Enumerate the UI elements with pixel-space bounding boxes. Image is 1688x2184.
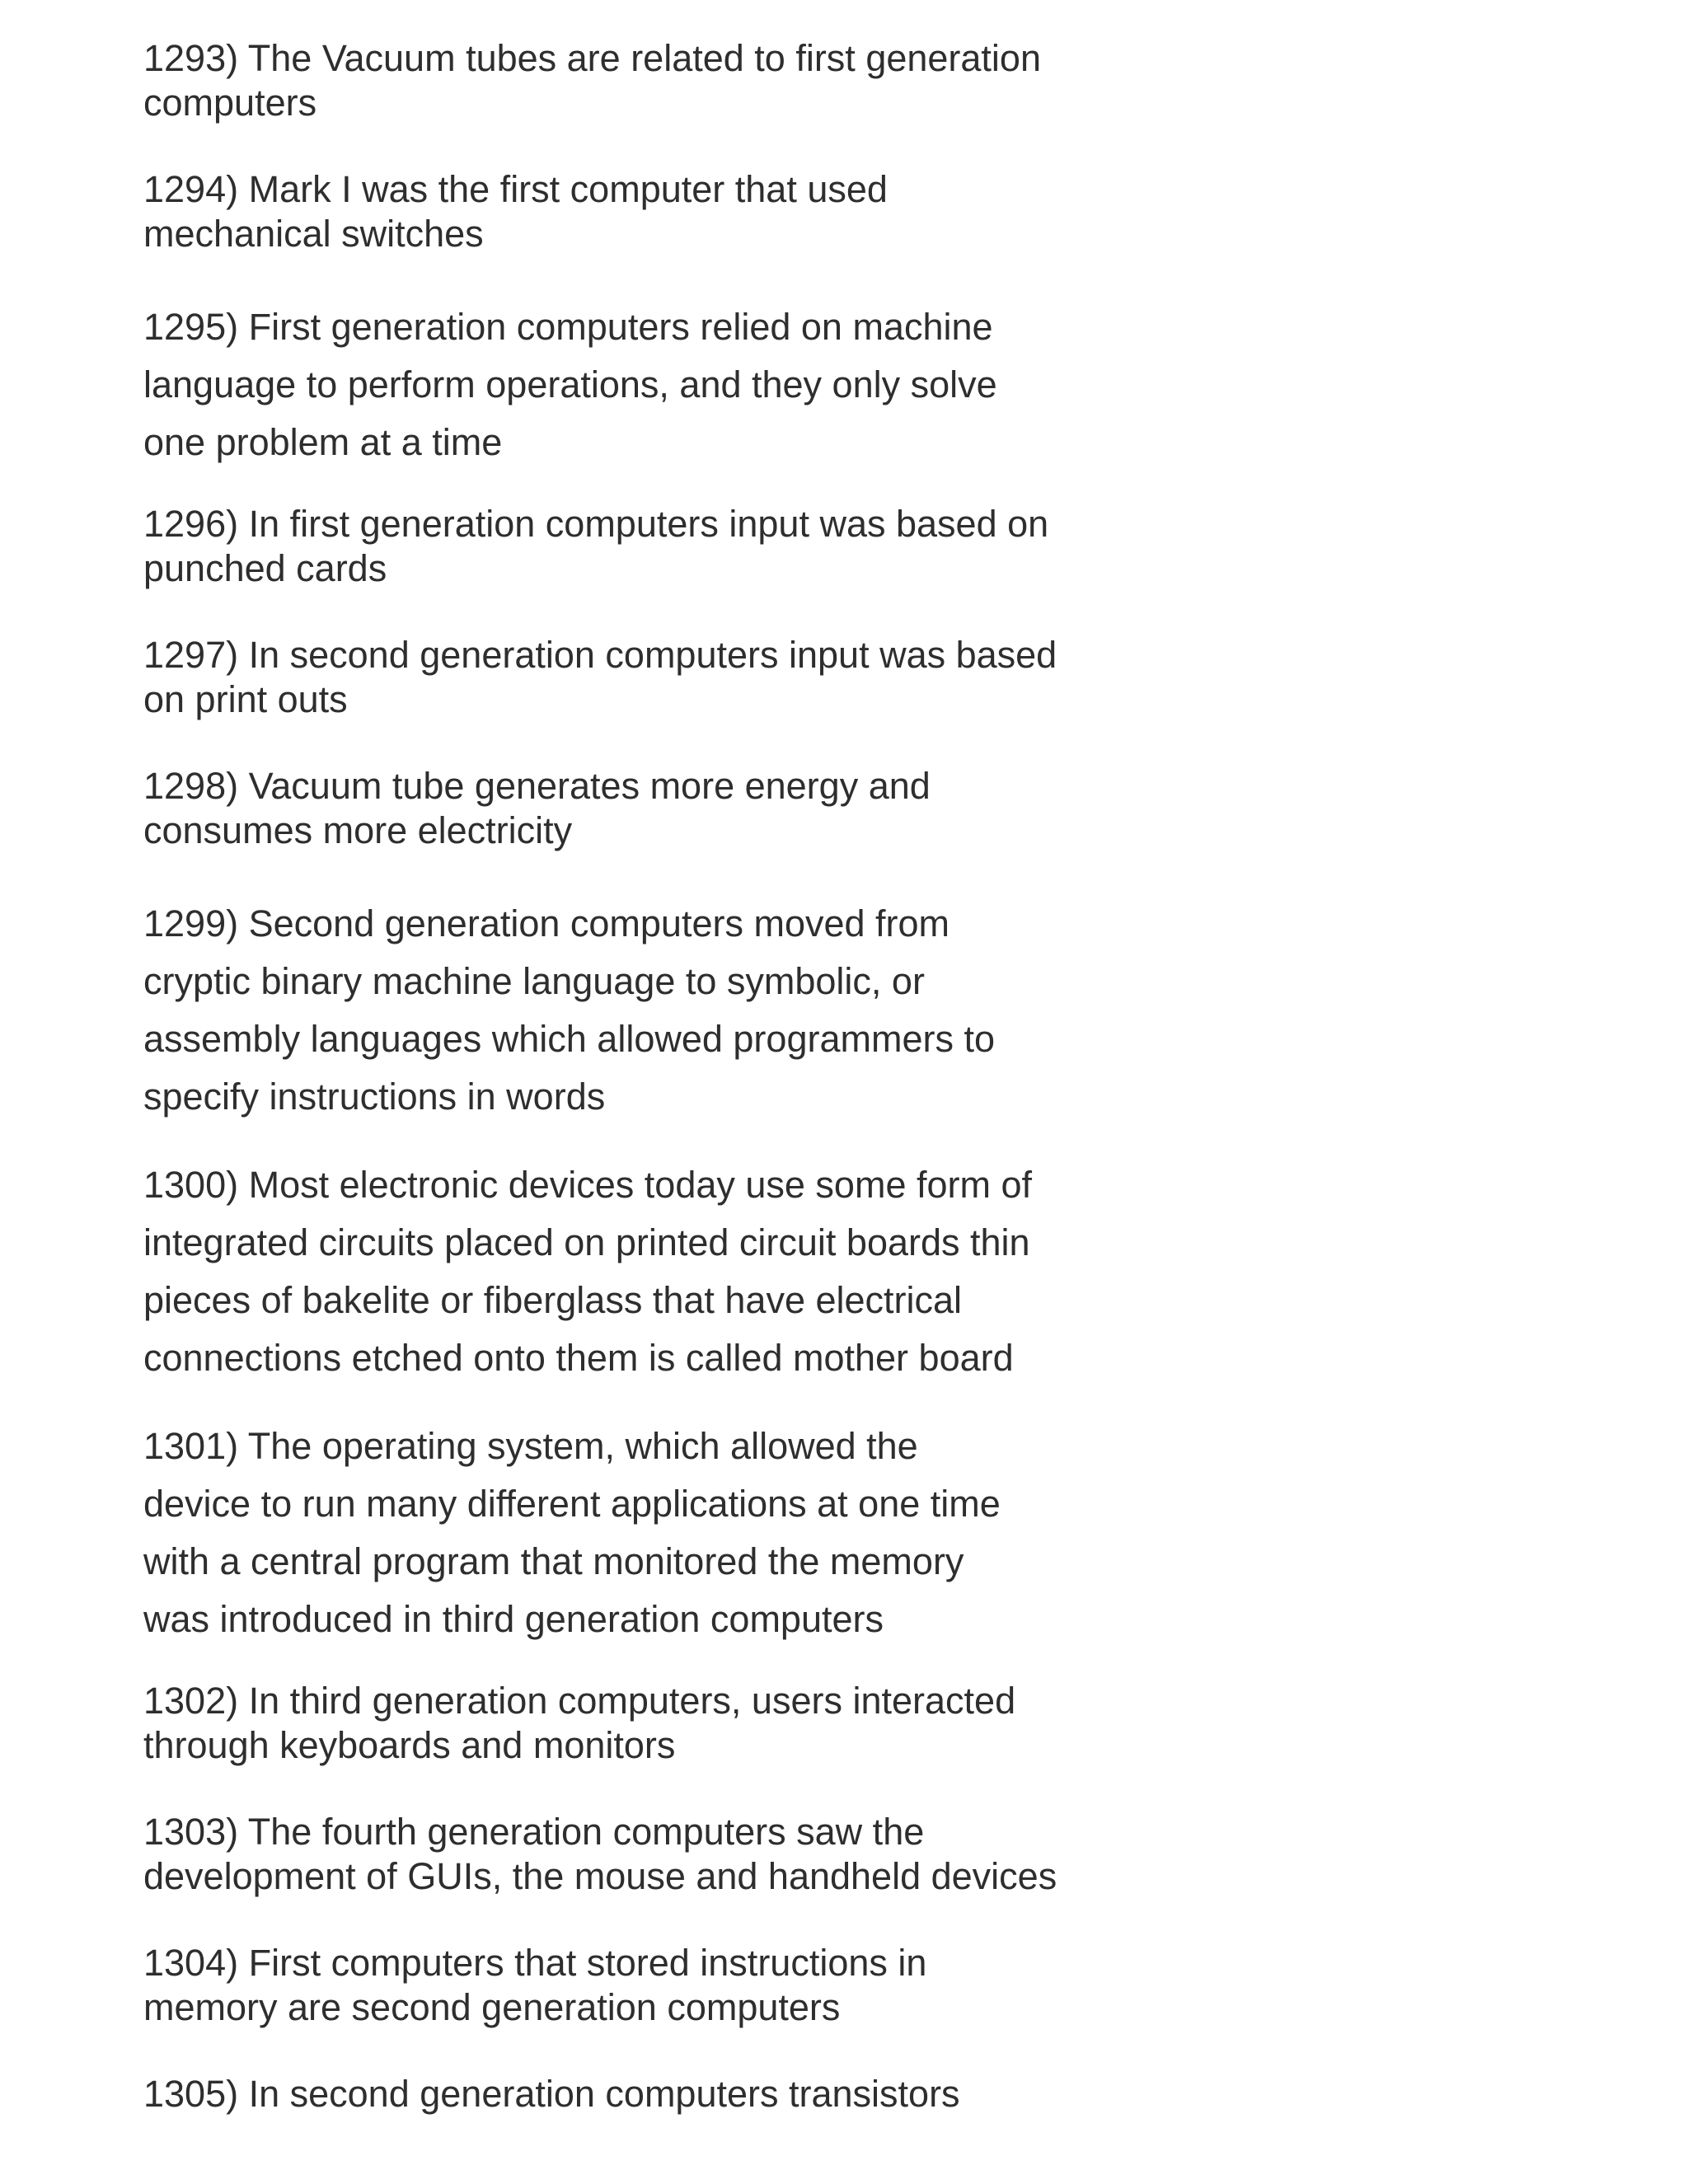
fact-item-1298: 1298) Vacuum tube generates more energy and consumes more electricity xyxy=(143,765,931,851)
fact-item-1301: 1301) The operating system, which allowed the device to run many different applications at one time with a central program that monitored the memory was introduced in third generation computers xyxy=(143,1425,1001,1640)
document-page xyxy=(143,36,1149,2158)
fact-item-1297: 1297) In second generation computers input was based on print outs xyxy=(143,634,1057,720)
fact-item-1303: 1303) The fourth generation computers saw the development of GUIs, the mouse and handheld devices xyxy=(143,1811,1057,1897)
fact-item-1300: 1300) Most electronic devices today use some form of integrated circuits placed on printed circuit boards thin pieces of bakelite or fiberglass that have electrical connections etched onto them is called mother board xyxy=(143,1164,1033,1379)
fact-item-1305: 1305) In second generation computers transistors xyxy=(143,2073,960,2115)
fact-item-1295: 1295) First generation computers relied on machine language to perform operations, and they only solve one problem at a time xyxy=(143,306,997,463)
fact-item-1304: 1304) First computers that stored instructions in memory are second generation computers xyxy=(143,1942,927,2028)
fact-item-1296: 1296) In first generation computers input was based on punched cards xyxy=(143,503,1049,589)
fact-item-1299: 1299) Second generation computers moved from cryptic binary machine language to symbolic, or assembly languages which allowed programmers to specify instructions in words xyxy=(143,902,996,1118)
fact-item-1302: 1302) In third generation computers, users interacted through keyboards and monitors xyxy=(143,1680,1016,1766)
fact-item-1294: 1294) Mark I was the first computer that used mechanical switches xyxy=(143,168,888,255)
fact-item-1293: 1293) The Vacuum tubes are related to first generation computers xyxy=(143,37,1041,124)
